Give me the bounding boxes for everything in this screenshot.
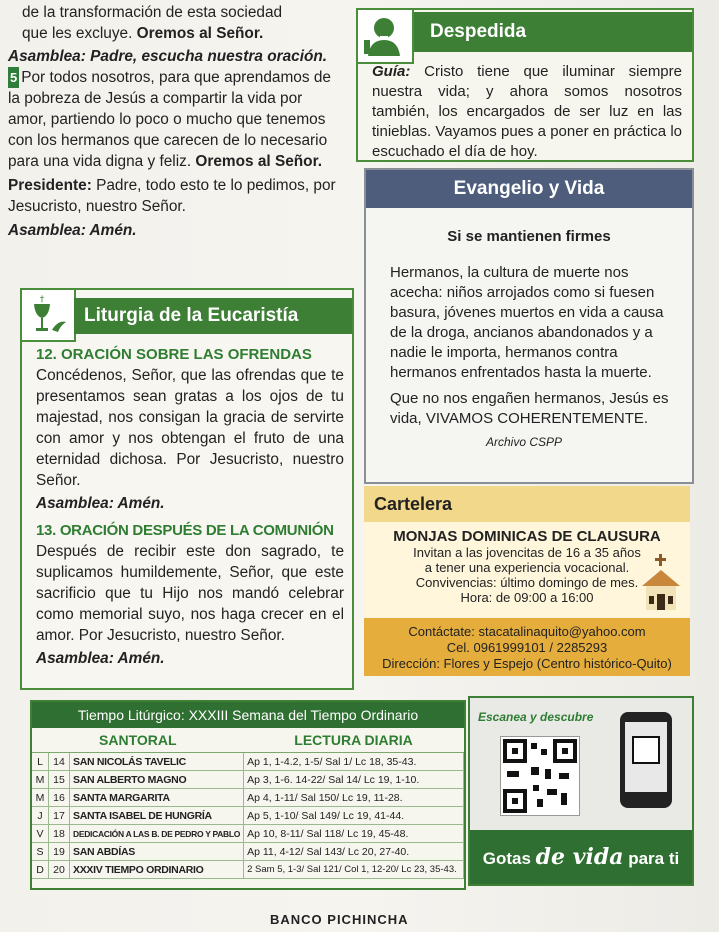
santoral-col-header: SANTORAL — [32, 728, 244, 753]
evangelio-title: Evangelio y Vida — [366, 170, 692, 208]
chalice-icon — [22, 290, 76, 342]
cartelera-org: MONJAS DOMINICAS DE CLAUSURA — [393, 528, 661, 545]
table-row — [32, 825, 464, 843]
petition-5-text: Por todos nosotros, para que aprendamos de la pobreza de Jesús a compartir la vida por amor, partiendo lo poco o mucho que tenemos con los hermanos que carecen de lo necesario para una vida digna y feliz. — [8, 69, 331, 170]
cartelera-line3: Convivencias: último domingo de mes. — [415, 575, 639, 590]
gotas-word: Gotas — [482, 849, 531, 868]
lectura-col-header: LECTURA DIARIA — [244, 728, 464, 753]
santoral-banner: Tiempo Litúrgico: XXXIII Semana del Tiempo Ordinario — [32, 702, 464, 728]
table-row — [32, 843, 464, 861]
row-day: D — [32, 861, 49, 879]
evangelio-paragraph-1: Hermanos, la cultura de muerte nos acecha: niños arrojados como si fuesen basura, jóvenes muertos en vida a causa de la droga, ancianos abandonados y a nadie le importa, hermanos contra hermanos enfrentados hasta la muerte. — [390, 264, 664, 381]
evangelio-source: Archivo CSPP — [486, 435, 563, 449]
table-row — [32, 807, 464, 825]
despedida-body: Cristo tiene que iluminar siempre nuestra vida; y ahora somos nosotros también, los encargados de ser luz en las tinieblas. Vayamos pues a poner en práctica lo escuchado el día de hoy. — [372, 63, 682, 160]
row-date: 14 — [49, 753, 70, 771]
santoral-box — [30, 700, 466, 890]
cartelera-body — [364, 522, 690, 618]
row-reading: Ap 4, 1-11/ Sal 150/ Lc 19, 11-28. — [244, 789, 464, 807]
section-13-amen: Asamblea: Amén. — [36, 650, 165, 667]
petition-4-line2: que les excluye. — [22, 25, 133, 42]
presidente-text: Padre, todo esto te lo pedimos, por Jesucristo, nuestro Señor. — [8, 177, 336, 215]
cartelera-title: Cartelera — [364, 486, 690, 522]
row-saint: SAN ABDÍAS — [70, 843, 244, 861]
evangelio-box — [364, 168, 694, 484]
table-row — [32, 771, 464, 789]
liturgia-box — [20, 288, 354, 690]
despedida-text — [372, 62, 682, 162]
para-ti-word: para ti — [628, 849, 680, 868]
petition-4-line1: de la transformación de esta sociedad — [22, 4, 283, 21]
presidente-closing — [8, 175, 350, 217]
petition-4-end — [8, 2, 350, 44]
qr-code-icon[interactable] — [500, 736, 580, 816]
asamblea-response: Asamblea: Padre, escucha nuestra oración. — [8, 48, 328, 65]
escanea-label: Escanea y descubre — [478, 710, 594, 724]
prayers-column — [8, 0, 350, 241]
row-reading: Ap 11, 4-12/ Sal 143/ Lc 20, 27-40. — [244, 843, 464, 861]
row-reading: Ap 1, 1-4.2, 1-5/ Sal 1/ Lc 18, 35-43. — [244, 753, 464, 771]
guia-label: Guía: — [372, 63, 411, 80]
de-vida-script: de vida — [535, 844, 624, 870]
cartelera-line1: Invitan a las jovencitas de 16 a 35 años — [413, 545, 641, 560]
row-day: S — [32, 843, 49, 861]
cartelera-contact — [364, 618, 690, 676]
petition-5-number: 5 — [8, 67, 19, 88]
row-reading: Ap 3, 1-6. 14-22/ Sal 14/ Lc 19, 1-10. — [244, 771, 464, 789]
row-date: 20 — [49, 861, 70, 879]
row-saint: SAN ALBERTO MAGNO — [70, 771, 244, 789]
gotas-box — [468, 696, 694, 886]
liturgia-title: Liturgia de la Eucaristía — [74, 298, 352, 334]
table-row — [32, 789, 464, 807]
despedida-title: Despedida — [414, 12, 692, 52]
cartelera-line2: a tener una experiencia vocacional. — [424, 560, 630, 575]
section-12-text: Concédenos, Señor, que las ofrendas que te presentamos sean gratas a los ojos de tu majestad, nos consigan la gracia de servirte con amor y nos obtengan el fruto de una eternidad dichosa. Por Jesucristo, nuestro Señor. — [36, 367, 344, 489]
section-12-title: 12. ORACIÓN SOBRE LAS OFRENDAS — [36, 346, 312, 363]
asamblea-amen: Asamblea: Amén. — [8, 222, 137, 239]
santoral-table — [32, 728, 464, 879]
table-row — [32, 753, 464, 771]
section-12-amen: Asamblea: Amén. — [36, 495, 165, 512]
gotas-brand — [470, 830, 692, 884]
row-day: M — [32, 771, 49, 789]
cartelera-line4: Hora: de 09:00 a 16:00 — [460, 590, 594, 605]
petition-5 — [8, 67, 350, 172]
row-saint: DEDICACIÓN A LAS B. DE PEDRO Y PABLO — [70, 825, 244, 843]
church-icon — [636, 552, 686, 614]
row-date: 16 — [49, 789, 70, 807]
table-row — [32, 861, 464, 879]
row-date: 19 — [49, 843, 70, 861]
section-13-title: 13. ORACIÓN DESPUÉS DE LA COMUNIÓN — [36, 522, 334, 539]
liturgia-content — [36, 346, 344, 669]
presidente-label: Presidente: — [8, 177, 92, 194]
despedida-box — [356, 8, 694, 162]
cartelera-box — [364, 486, 690, 682]
svg-text:†: † — [39, 295, 45, 305]
row-saint: SANTA MARGARITA — [70, 789, 244, 807]
phone-icon — [620, 712, 672, 808]
cartelera-phone: Cel. 0961999101 / 2285293 — [446, 640, 608, 655]
oremos-4: Oremos al Señor. — [136, 25, 264, 42]
cartelera-email[interactable]: Contáctate: stacatalinaquito@yahoo.com — [408, 624, 646, 639]
row-day: J — [32, 807, 49, 825]
row-saint: SAN NICOLÁS TAVELIC — [70, 753, 244, 771]
row-day: M — [32, 789, 49, 807]
priest-icon — [358, 10, 414, 64]
row-date: 18 — [49, 825, 70, 843]
row-reading: Ap 5, 1-10/ Sal 149/ Lc 19, 41-44. — [244, 807, 464, 825]
row-reading: 2 Sam 5, 1-3/ Sal 121/ Col 1, 12-20/ Lc 23, 35-43. — [244, 861, 464, 879]
row-saint: SANTA ISABEL DE HUNGRÍA — [70, 807, 244, 825]
cartelera-address: Dirección: Flores y Espejo (Centro histórico-Quito) — [382, 656, 672, 671]
oremos-5: Oremos al Señor. — [195, 153, 322, 170]
banco-footer: BANCO PICHINCHA — [270, 912, 409, 927]
row-day: L — [32, 753, 49, 771]
evangelio-subtitle: Si se mantienen firmes — [447, 228, 611, 245]
row-reading: Ap 10, 8-11/ Sal 118/ Lc 19, 45-48. — [244, 825, 464, 843]
row-date: 15 — [49, 771, 70, 789]
evangelio-paragraph-2: Que no nos engañen hermanos, Jesús es vida, VIVAMOS COHERENTEMENTE. — [390, 390, 669, 427]
santoral-header-row — [32, 728, 464, 753]
section-13-text: Después de recibir este don sagrado, te suplicamos humildemente, Señor, que este sacrificio que tu Hijo nos mandó celebrar como memorial suyo, nos haga crecer en el amor. Por Jesucristo, nuestro Señor. — [36, 543, 344, 644]
row-saint: XXXIV TIEMPO ORDINARIO — [70, 861, 244, 879]
row-date: 17 — [49, 807, 70, 825]
row-day: V — [32, 825, 49, 843]
